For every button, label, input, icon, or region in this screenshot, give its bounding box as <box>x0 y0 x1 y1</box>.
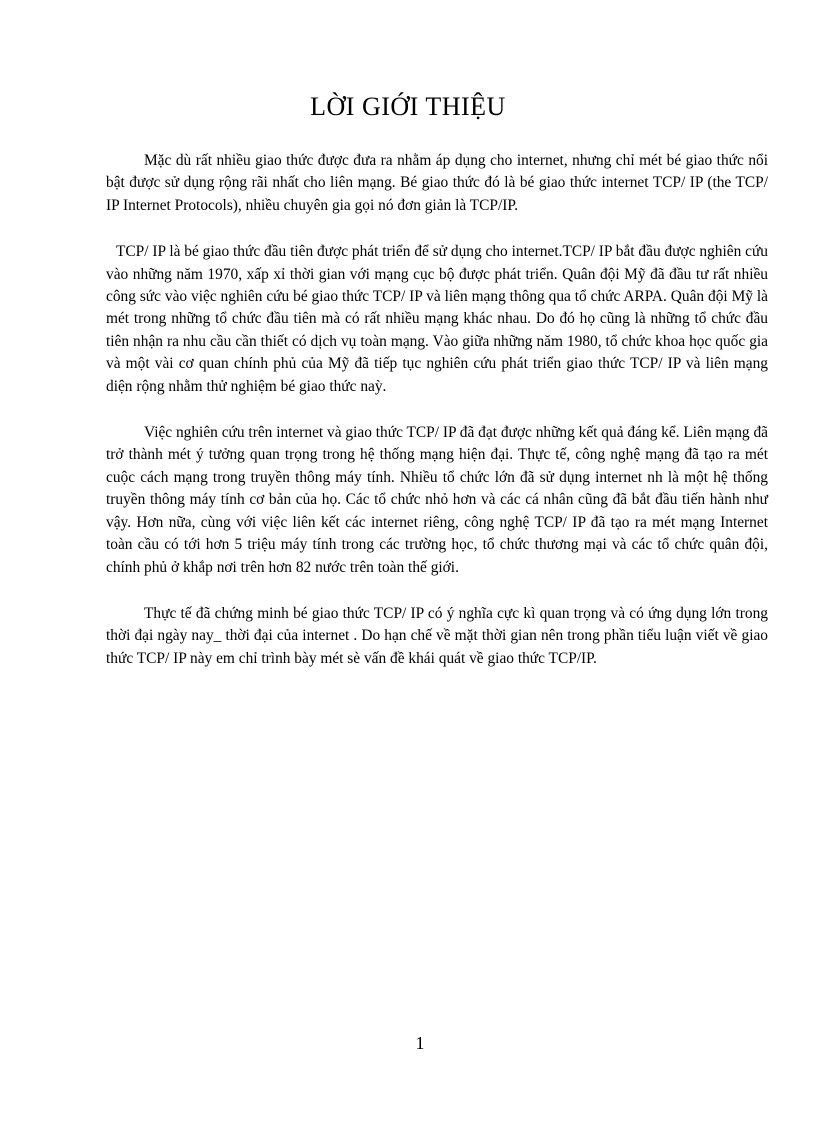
paragraph-4: Thực tế đã chứng minh bé giao thức TCP/ IP có ý nghĩa cực kì quan trọng và có ứng dụng lớn trong thời đại ngày nay_ thời đại của internet . Do hạn chế về mặt thời gian nên trong phần tiểu luận viết về giao thức TCP/ IP này em chỉ trình bày mét sè vấn đề khái quát về giao thức TCP/IP. <box>106 604 768 667</box>
paragraph-3: Việc nghiên cứu trên internet và giao thức TCP/ IP đã đạt được những kết quả đáng kể. Liên mạng đã trở thành mét ý tưởng quan trọng trong hệ thống mạng hiện đại. Thực tế, công nghệ mạng đã tạo ra mét cuộc cách mạng trong truyền thông máy tính. Nhiều tổ chức lớn đã sử dụng internet nh là một hệ thống truyền thông máy tính cơ bản của họ. Các tổ chức nhỏ hơn và các cá nhân cũng đã bắt đầu tiến hành như vậy. Hơn nữa, cùng với việc liên kết các internet riêng, công nghệ TCP/ IP đã tạo ra mét mạng Internet toàn cầu có tới hơn 5 triệu máy tính trong các trường học, tổ chức thương mại và các tổ chức quân đội, chính phủ ở khắp nơi trên hơn 82 nước trên toàn thế giới. <box>106 424 768 576</box>
page-title: LỜI GIỚI THIỆU <box>310 92 506 121</box>
paragraph-1: Mặc dù rất nhiều giao thức được đưa ra nhằm áp dụng cho internet, nhưng chỉ mét bé giao thức nổi bật được sử dụng rộng rãi nhất cho liên mạng. Bé giao thức đó là bé giao thức internet TCP/ IP (the TCP/ IP Internet Protocols), nhiều chuyên gia gọi nó đơn giản là TCP/IP. <box>106 152 768 214</box>
page-number: 1 <box>415 1033 425 1053</box>
body-text <box>106 150 768 694</box>
paragraph-2: TCP/ IP là bé giao thức đầu tiên được phát triển để sử dụng cho internet.TCP/ IP bắt đầu được nghiên cứu vào những năm 1970, xấp xỉ thời gian với mạng cục bộ được phát triển. Quân đội Mỹ đã đầu tư rất nhiều công sức vào việc nghiên cứu bé giao thức TCP/ IP và liên mạng thông qua tổ chức ARPA. Quân đội Mỹ là mét trong những tổ chức đầu tiên mà có rất nhiều mạng khác nhau. Do đó họ cũng là những tổ chức đầu tiên nhận ra nhu cầu cần thiết có dịch vụ toàn mạng. Vào giữa những năm 1980, tổ chức khoa học quốc gia và một vài cơ quan chính phủ của Mỹ đã tiếp tục nghiên cứu phát triển giao thức TCP/ IP và liên mạng diện rộng nhằm thử nghiệm bé giao thức naỳ. <box>106 243 768 395</box>
